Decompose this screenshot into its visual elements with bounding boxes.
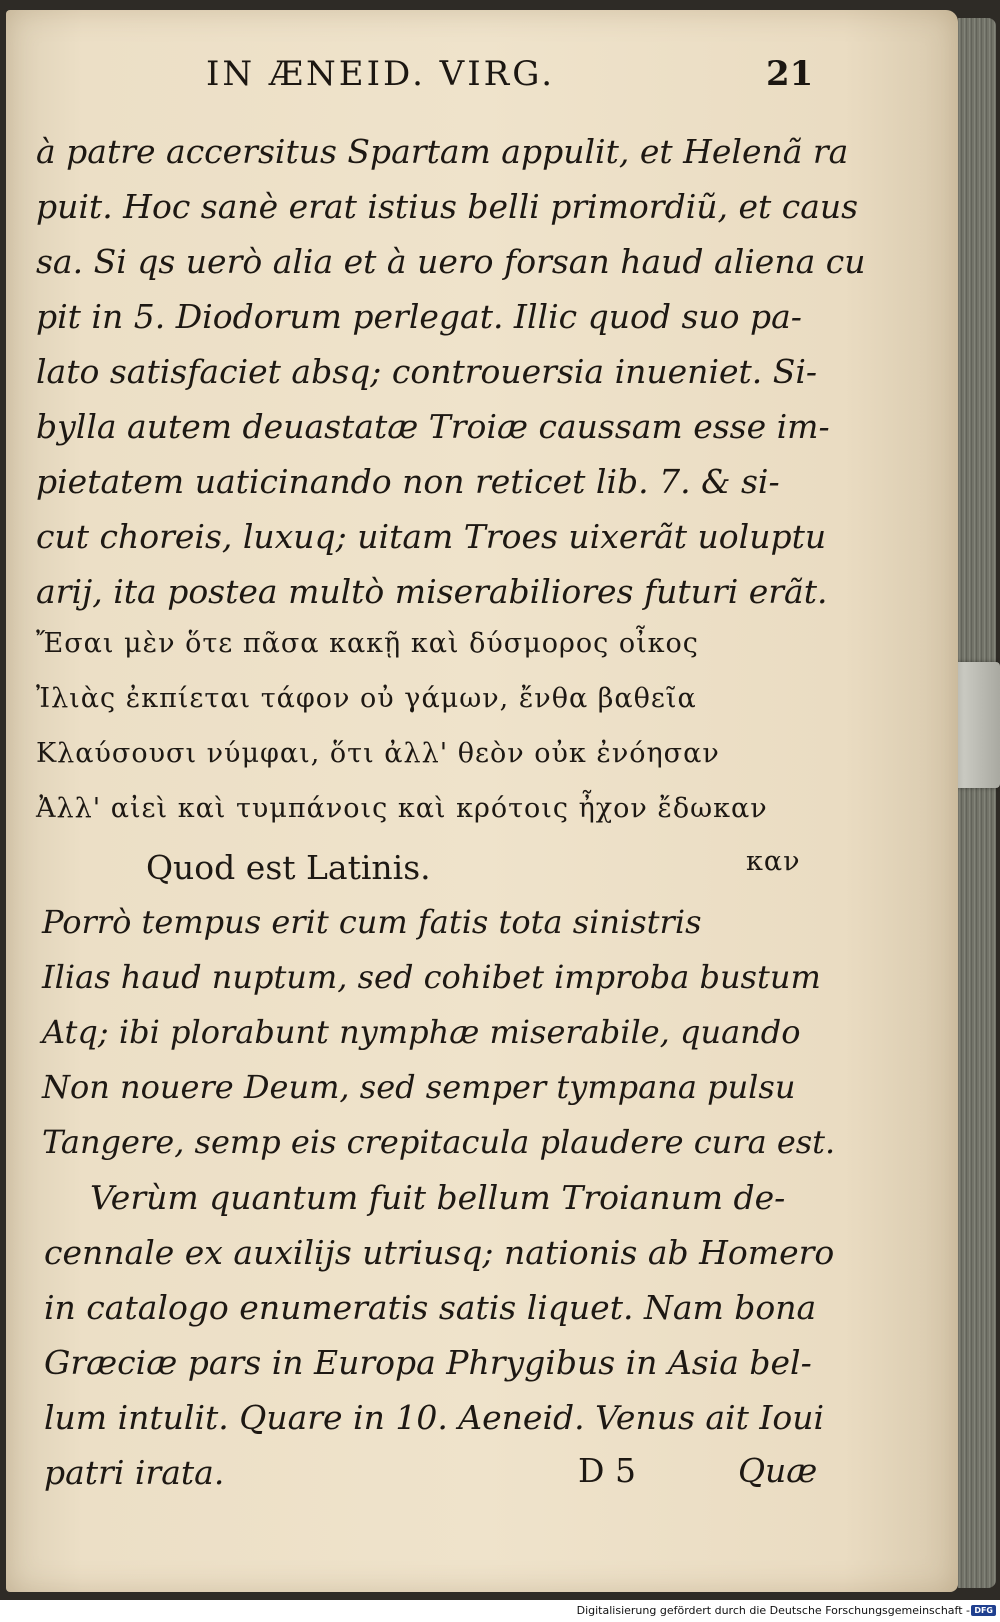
dfg-logo: DFG [971, 1605, 996, 1616]
text-line: cennale ex auxilijs utriusq; nationis ab Homero [44, 1233, 835, 1272]
running-title: IN ÆNEID. VIRG. [206, 54, 556, 94]
footer-credit: Digitalisierung gefördert durch die Deutsche Forschungsgemeinschaft - [576, 1604, 970, 1617]
text-line: in catalogo enumeratis satis liquet. Nam bona [44, 1288, 817, 1327]
text-line: patri irata. [44, 1453, 225, 1492]
text-line: pietatem uaticinando non reticet lib. 7. & si- [36, 462, 780, 501]
text-line: bylla autem deuastatæ Troiæ caussam esse im- [36, 407, 830, 446]
text-line: lato satisfaciet absq; controuersia inueniet. Si- [36, 352, 818, 391]
text-line: pit in 5. Diodorum perlegat. Illic quod suo pa- [36, 297, 802, 336]
digitization-footer [0, 1600, 1000, 1622]
text-line: Græciæ pars in Europa Phrygibus in Asia bel- [44, 1343, 812, 1382]
text-line: arij, ita postea multò miserabiliores futuri erãt. [36, 572, 828, 611]
verse-line: Non nouere Deum, sed semper tympana pulsu [42, 1068, 796, 1106]
book-page [6, 10, 958, 1592]
text-line: Verùm quantum fuit bellum Troianum de- [90, 1178, 786, 1217]
greek-line: Ἀλλ' αἰεὶ καὶ τυμπάνοις καὶ κρότοις ἦχον ἔδωκαν [36, 793, 768, 824]
verse-line: Porrò tempus erit cum fatis tota sinistris [42, 903, 702, 941]
greek-turnover: καν [746, 846, 801, 877]
text-line: sa. Si qs uerò alia et à uero forsan haud aliena cu [36, 242, 866, 281]
catchword: Quæ [738, 1451, 818, 1490]
verse-line: Tangere, semp eis crepitacula plaudere cura est. [42, 1123, 836, 1161]
translation-intro: Quod est Latinis. [146, 848, 431, 887]
text-line: à patre accersitus Spartam appulit, et Helenã ra [36, 132, 849, 171]
signature-mark: D 5 [578, 1451, 636, 1490]
verse-line: Ilias haud nuptum, sed cohibet improba bustum [42, 958, 821, 996]
page-number: 21 [766, 54, 814, 94]
text-line: cut choreis, luxuq; uitam Troes uixerãt uoluptu [36, 517, 827, 556]
text-line: puit. Hoc sanè erat istius belli primordiũ, et caus [36, 187, 859, 226]
greek-line: Ἰλιὰς ἐκπίεται τάφον οὐ γάμων, ἔνθα βαθεῖα [36, 683, 697, 714]
book-page-edges [958, 18, 996, 1588]
verse-line: Atq; ibi plorabunt nymphæ miserabile, quando [42, 1013, 801, 1051]
greek-line: Ἔσαι μὲν ὅτε πᾶσα κακῇ καὶ δύσμορος οἶκος [36, 628, 699, 659]
greek-line: Κλαύσουσι νύμφαι, ὅτι ἀλλ' θεὸν οὐκ ἐνόησαν [36, 738, 720, 769]
text-line: lum intulit. Quare in 10. Aeneid. Venus ait Ioui [44, 1398, 825, 1437]
